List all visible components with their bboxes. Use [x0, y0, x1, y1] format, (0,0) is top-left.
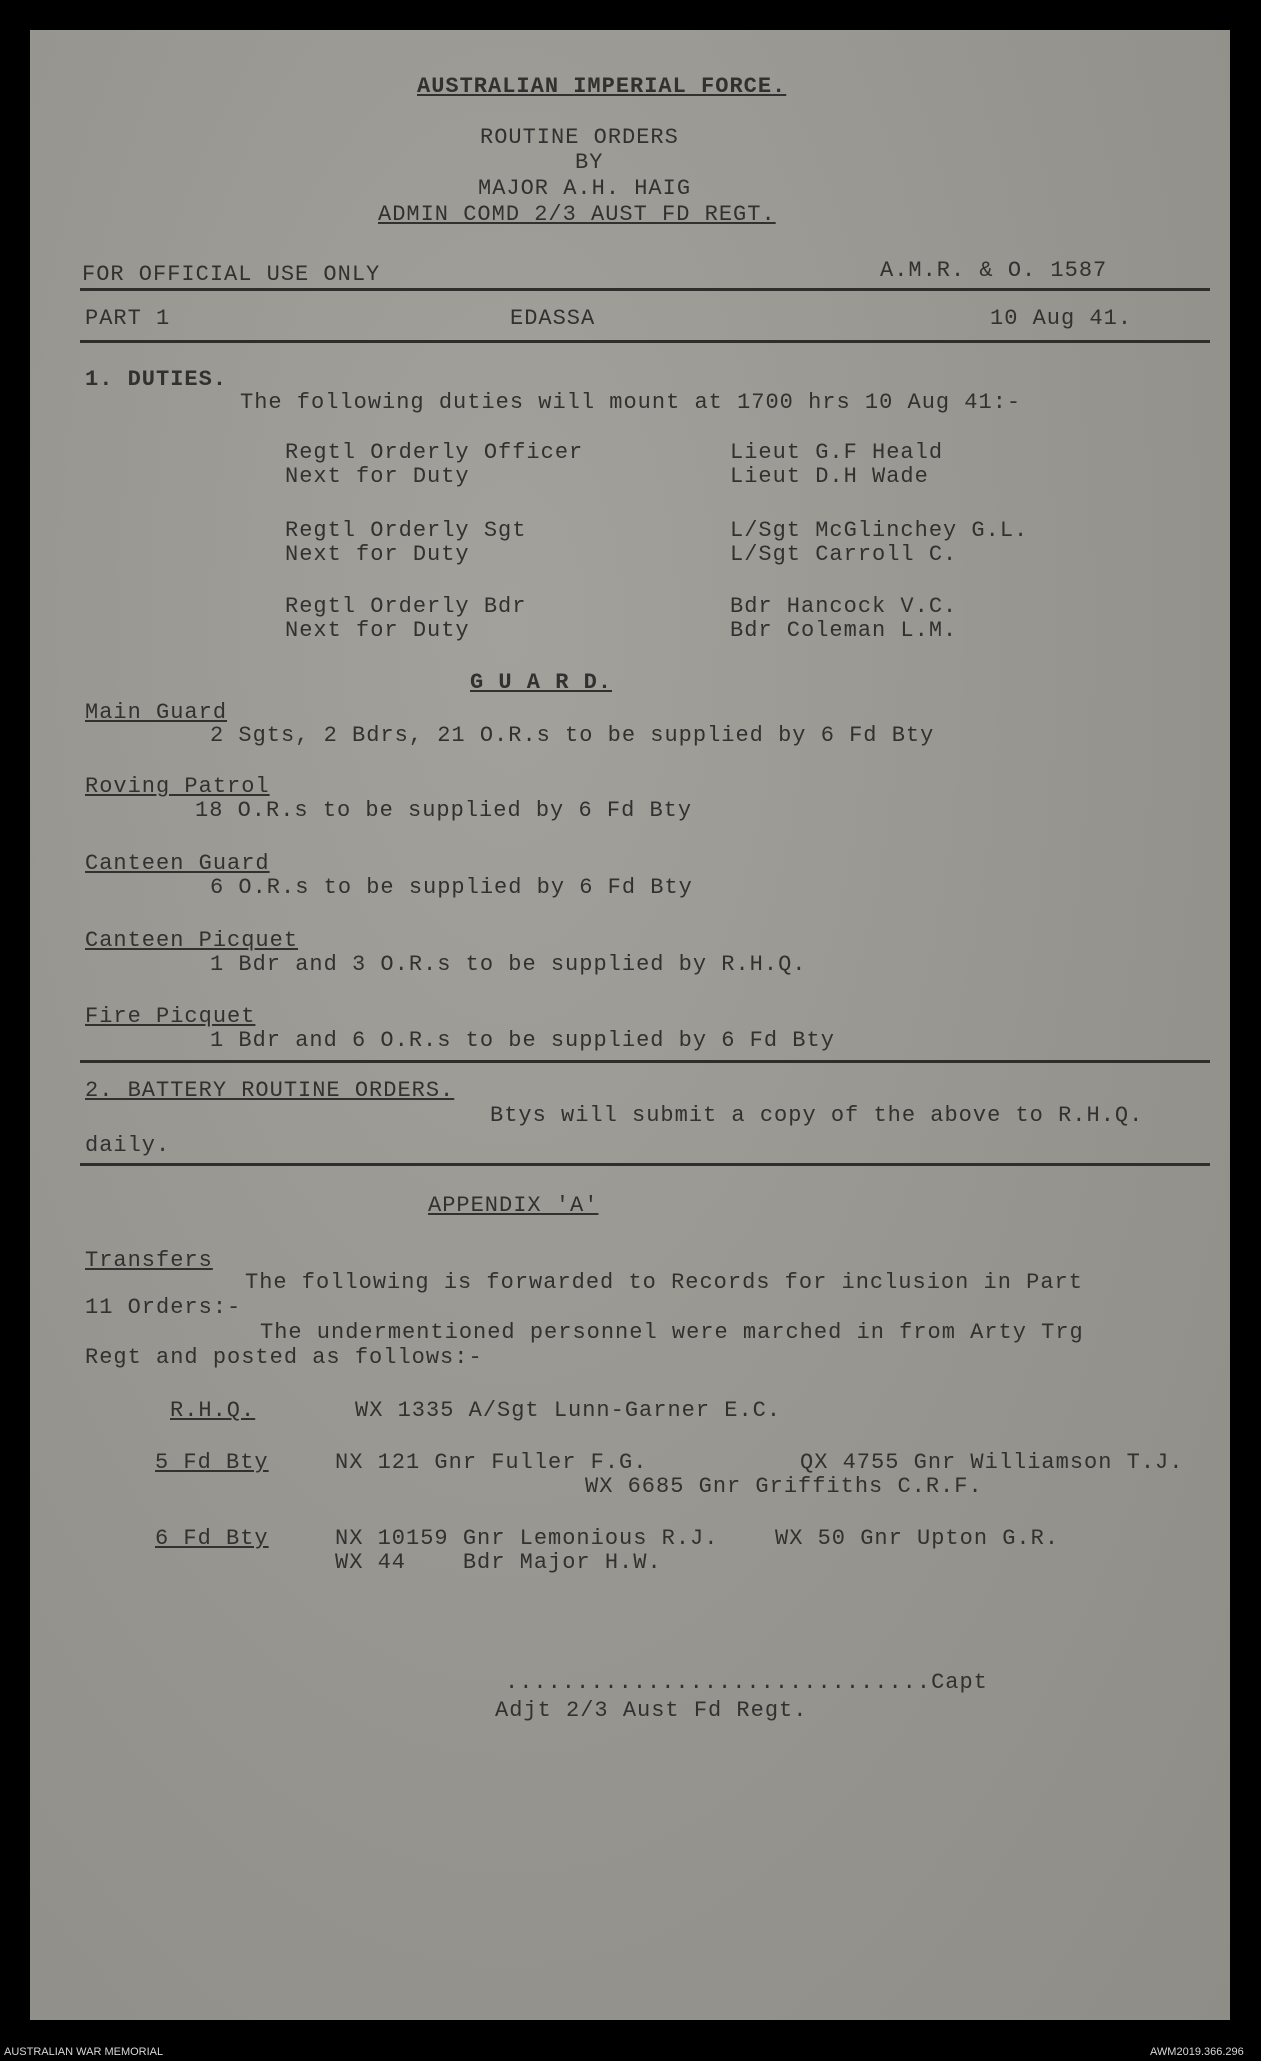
duty-role: Regtl Orderly Bdr	[285, 594, 527, 619]
duty-person: Bdr Coleman L.M.	[730, 618, 958, 643]
rule-4	[80, 1163, 1210, 1166]
posting-entry: NX 121 Gnr Fuller F.G.	[335, 1450, 648, 1475]
posting-entry: WX 6685 Gnr Griffiths C.R.F.	[585, 1474, 983, 1499]
posting-entry: WX 50 Gnr Upton G.R.	[775, 1526, 1060, 1551]
duty-person: L/Sgt McGlinchey G.L.	[730, 518, 1029, 543]
appendix-line: The following is forwarded to Records for inclusion in Part	[245, 1270, 1083, 1295]
duties-heading: 1. DUTIES.	[85, 367, 228, 392]
rhq-label: R.H.Q.	[170, 1398, 256, 1423]
footer-archive: AUSTRALIAN WAR MEMORIAL	[4, 2046, 164, 2058]
footer-accession: AWM2019.366.296	[1150, 2046, 1244, 2058]
battery-heading	[85, 1078, 454, 1103]
rule-3	[80, 1060, 1210, 1063]
part-label: PART 1	[85, 306, 171, 331]
guard-detail: 2 Sgts, 2 Bdrs, 21 O.R.s to be supplied by 6 Fd Bty	[210, 723, 935, 748]
battery6-label: 6 Fd Bty	[155, 1526, 269, 1551]
posting-entry: NX 10159 Gnr Lemonious R.J.	[335, 1526, 719, 1551]
appendix-line: Regt and posted as follows:-	[85, 1345, 483, 1370]
guard-name: Roving Patrol	[85, 774, 270, 799]
official-use: FOR OFFICIAL USE ONLY	[82, 262, 381, 287]
battery5-label: 5 Fd Bty	[155, 1450, 269, 1475]
appendix-line: The undermentioned personnel were marched in from Arty Trg	[260, 1320, 1084, 1345]
guard-name: Canteen Picquet	[85, 928, 299, 953]
duty-person: Lieut G.F Heald	[730, 440, 944, 465]
admin-line: ADMIN COMD 2/3 AUST FD REGT.	[378, 202, 776, 227]
guard-name: Fire Picquet	[85, 1004, 256, 1029]
major-line: MAJOR A.H. HAIG	[478, 176, 692, 201]
guard-heading: G U A R D.	[470, 670, 613, 695]
duty-person: Bdr Hancock V.C.	[730, 594, 958, 619]
duty-role: Regtl Orderly Officer	[285, 440, 584, 465]
duty-role: Regtl Orderly Sgt	[285, 518, 527, 543]
posting-entry: WX 1335 A/Sgt Lunn-Garner E.C.	[355, 1398, 782, 1423]
transfers-label: Transfers	[85, 1248, 213, 1273]
signature-line: ..............................Capt	[505, 1670, 988, 1695]
guard-detail: 1 Bdr and 3 O.R.s to be supplied by R.H.Q.	[210, 952, 807, 977]
posting-entry: WX 44 Bdr Major H.W.	[335, 1550, 662, 1575]
order-date: 10 Aug 41.	[990, 306, 1133, 331]
duty-role: Next for Duty	[285, 542, 470, 567]
signature-title: Adjt 2/3 Aust Fd Regt.	[495, 1698, 808, 1723]
duty-person: Lieut D.H Wade	[730, 464, 929, 489]
posting-entry: QX 4755 Gnr Williamson T.J.	[800, 1450, 1184, 1475]
duty-person: L/Sgt Carroll C.	[730, 542, 958, 567]
force-title: AUSTRALIAN IMPERIAL FORCE.	[417, 74, 787, 99]
by-line: BY	[575, 150, 604, 175]
place-label: EDASSA	[510, 306, 596, 331]
rule-2	[80, 340, 1210, 343]
guard-name: Canteen Guard	[85, 851, 270, 876]
document-page	[30, 30, 1230, 2020]
rule-1	[80, 288, 1210, 291]
appendix-line: 11 Orders:-	[85, 1295, 242, 1320]
orders-title: ROUTINE ORDERS	[480, 125, 679, 150]
battery-text: Btys will submit a copy of the above to R.H.Q.	[490, 1103, 1144, 1128]
battery-heading-text: 2. BATTERY ROUTINE ORDERS.	[85, 1078, 455, 1103]
order-reference: A.M.R. & O. 1587	[880, 258, 1108, 283]
duties-intro: The following duties will mount at 1700 hrs 10 Aug 41:-	[240, 390, 1022, 415]
appendix-heading: APPENDIX 'A'	[428, 1193, 599, 1218]
duty-role: Next for Duty	[285, 618, 470, 643]
duty-role: Next for Duty	[285, 464, 470, 489]
guard-name: Main Guard	[85, 700, 228, 725]
battery-text-daily: daily.	[85, 1133, 171, 1158]
guard-detail: 1 Bdr and 6 O.R.s to be supplied by 6 Fd Bty	[210, 1028, 835, 1053]
guard-detail: 18 O.R.s to be supplied by 6 Fd Bty	[195, 798, 693, 823]
guard-detail: 6 O.R.s to be supplied by 6 Fd Bty	[210, 875, 693, 900]
